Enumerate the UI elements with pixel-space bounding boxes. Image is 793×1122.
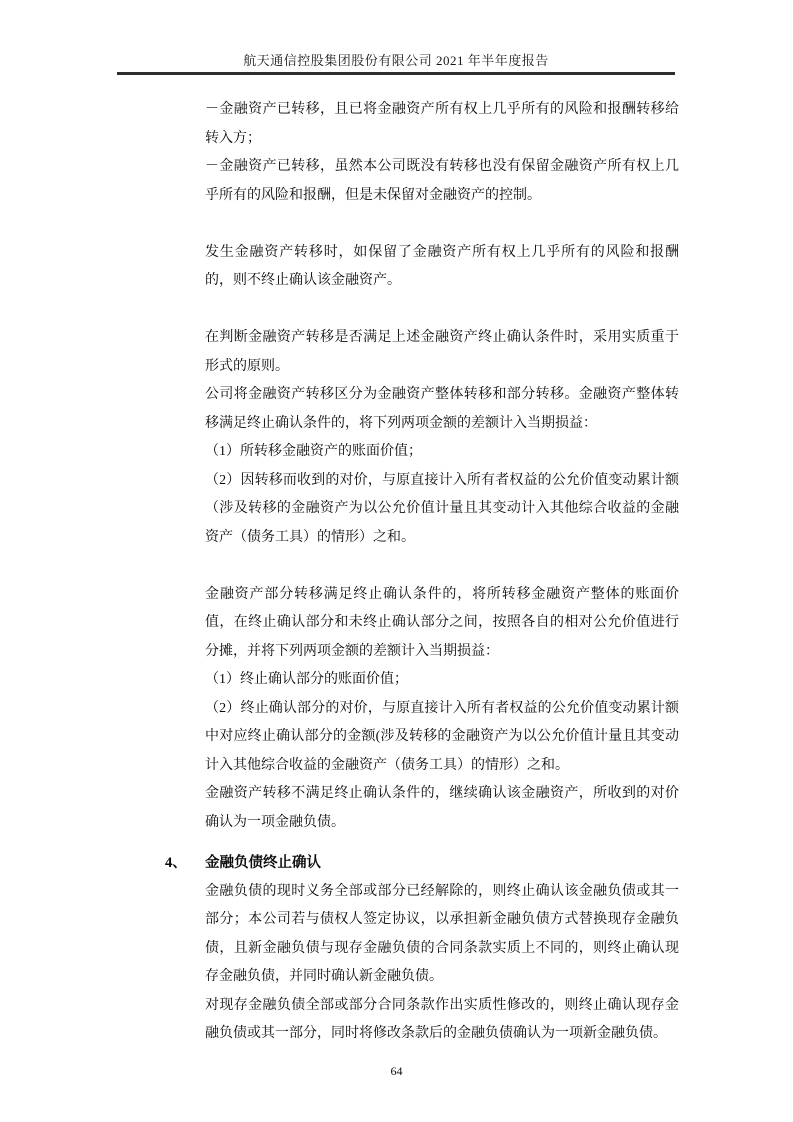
paragraph-continue-recognition: 金融资产转移不满足终止确认条件的，继续确认该金融资产，所收到的对价确认为一项金融负债。: [205, 786, 679, 830]
section-title: 金融负债终止确认: [205, 855, 321, 871]
paragraph-liability-derecognition-2: 对现存金融负债全部或部分合同条款作出实质性修改的，则终止确认现存金融负债或其一部分，同时将修改条款后的金融负债确认为一项新金融负债。: [205, 997, 679, 1041]
page-footer: [0, 1064, 793, 1079]
list-item-1-carrying-value: （1）所转移金融资产的账面价值；: [205, 444, 422, 459]
page-header-title: 航天通信控股集团股份有限公司 2021 年半年度报告: [243, 53, 549, 68]
section-4-heading: [165, 849, 679, 878]
list-item-1-derecognized-carrying-value: （1）终止确认部分的账面价值；: [205, 672, 408, 687]
paragraph-substance-over-form: 在判断金融资产转移是否满足上述金融资产终止确认条件时，采用实质重于形式的原则。: [205, 330, 679, 374]
section-number: 4、: [165, 855, 187, 871]
list-item-2-derecognized-consideration: （2）终止确认部分的对价，与原直接计入所有者权益的公允价值变动累计额中对应终止确认部分的金额(涉及转移的金融资产为以公允价值计量且其变动计入其他综合收益的金融资产（债务工具）的情形）之和。: [205, 700, 679, 773]
header-rule: [117, 72, 675, 75]
paragraph-transfer-condition-2: －金融资产已转移，虽然本公司既没有转移也没有保留金融资产所有权上几乎所有的风险和报酬，但是未保留对金融资产的控制。: [205, 159, 679, 203]
document-body: [165, 96, 679, 1049]
paragraph-transfer-condition-1: －金融资产已转移，且已将金融资产所有权上几乎所有的风险和报酬转移给转入方；: [205, 102, 679, 146]
paragraph-liability-derecognition-1: 金融负债的现时义务全部或部分已经解除的，则终止确认该金融负债或其一部分；本公司若与债权人签定协议，以承担新金融负债方式替换现存金融负债，且新金融负债与现存金融负债的合同条款实质上不同的，则终止确认现存金融负债，并同时确认新金融负债。: [205, 883, 679, 984]
list-item-2-consideration: （2）因转移而收到的对价，与原直接计入所有者权益的公允价值变动累计额（涉及转移的金融资产为以公允价值计量且其变动计入其他综合收益的金融资产（债务工具）的情形）之和。: [205, 472, 679, 545]
paragraph-whole-vs-partial-transfer: 公司将金融资产转移区分为金融资产整体转移和部分转移。金融资产整体转移满足终止确认条件的，将下列两项金额的差额计入当期损益：: [205, 387, 679, 431]
paragraph-partial-transfer: 金融资产部分转移满足终止确认条件的，将所转移金融资产整体的账面价值，在终止确认部分和未终止确认部分之间，按照各自的相对公允价值进行分摊，并将下列两项金额的差额计入当期损益：: [205, 586, 679, 659]
page-number: 64: [390, 1064, 403, 1078]
paragraph-transfer-occurrence: 发生金融资产转移时，如保留了金融资产所有权上几乎所有的风险和报酬的，则不终止确认该金融资产。: [205, 244, 679, 288]
